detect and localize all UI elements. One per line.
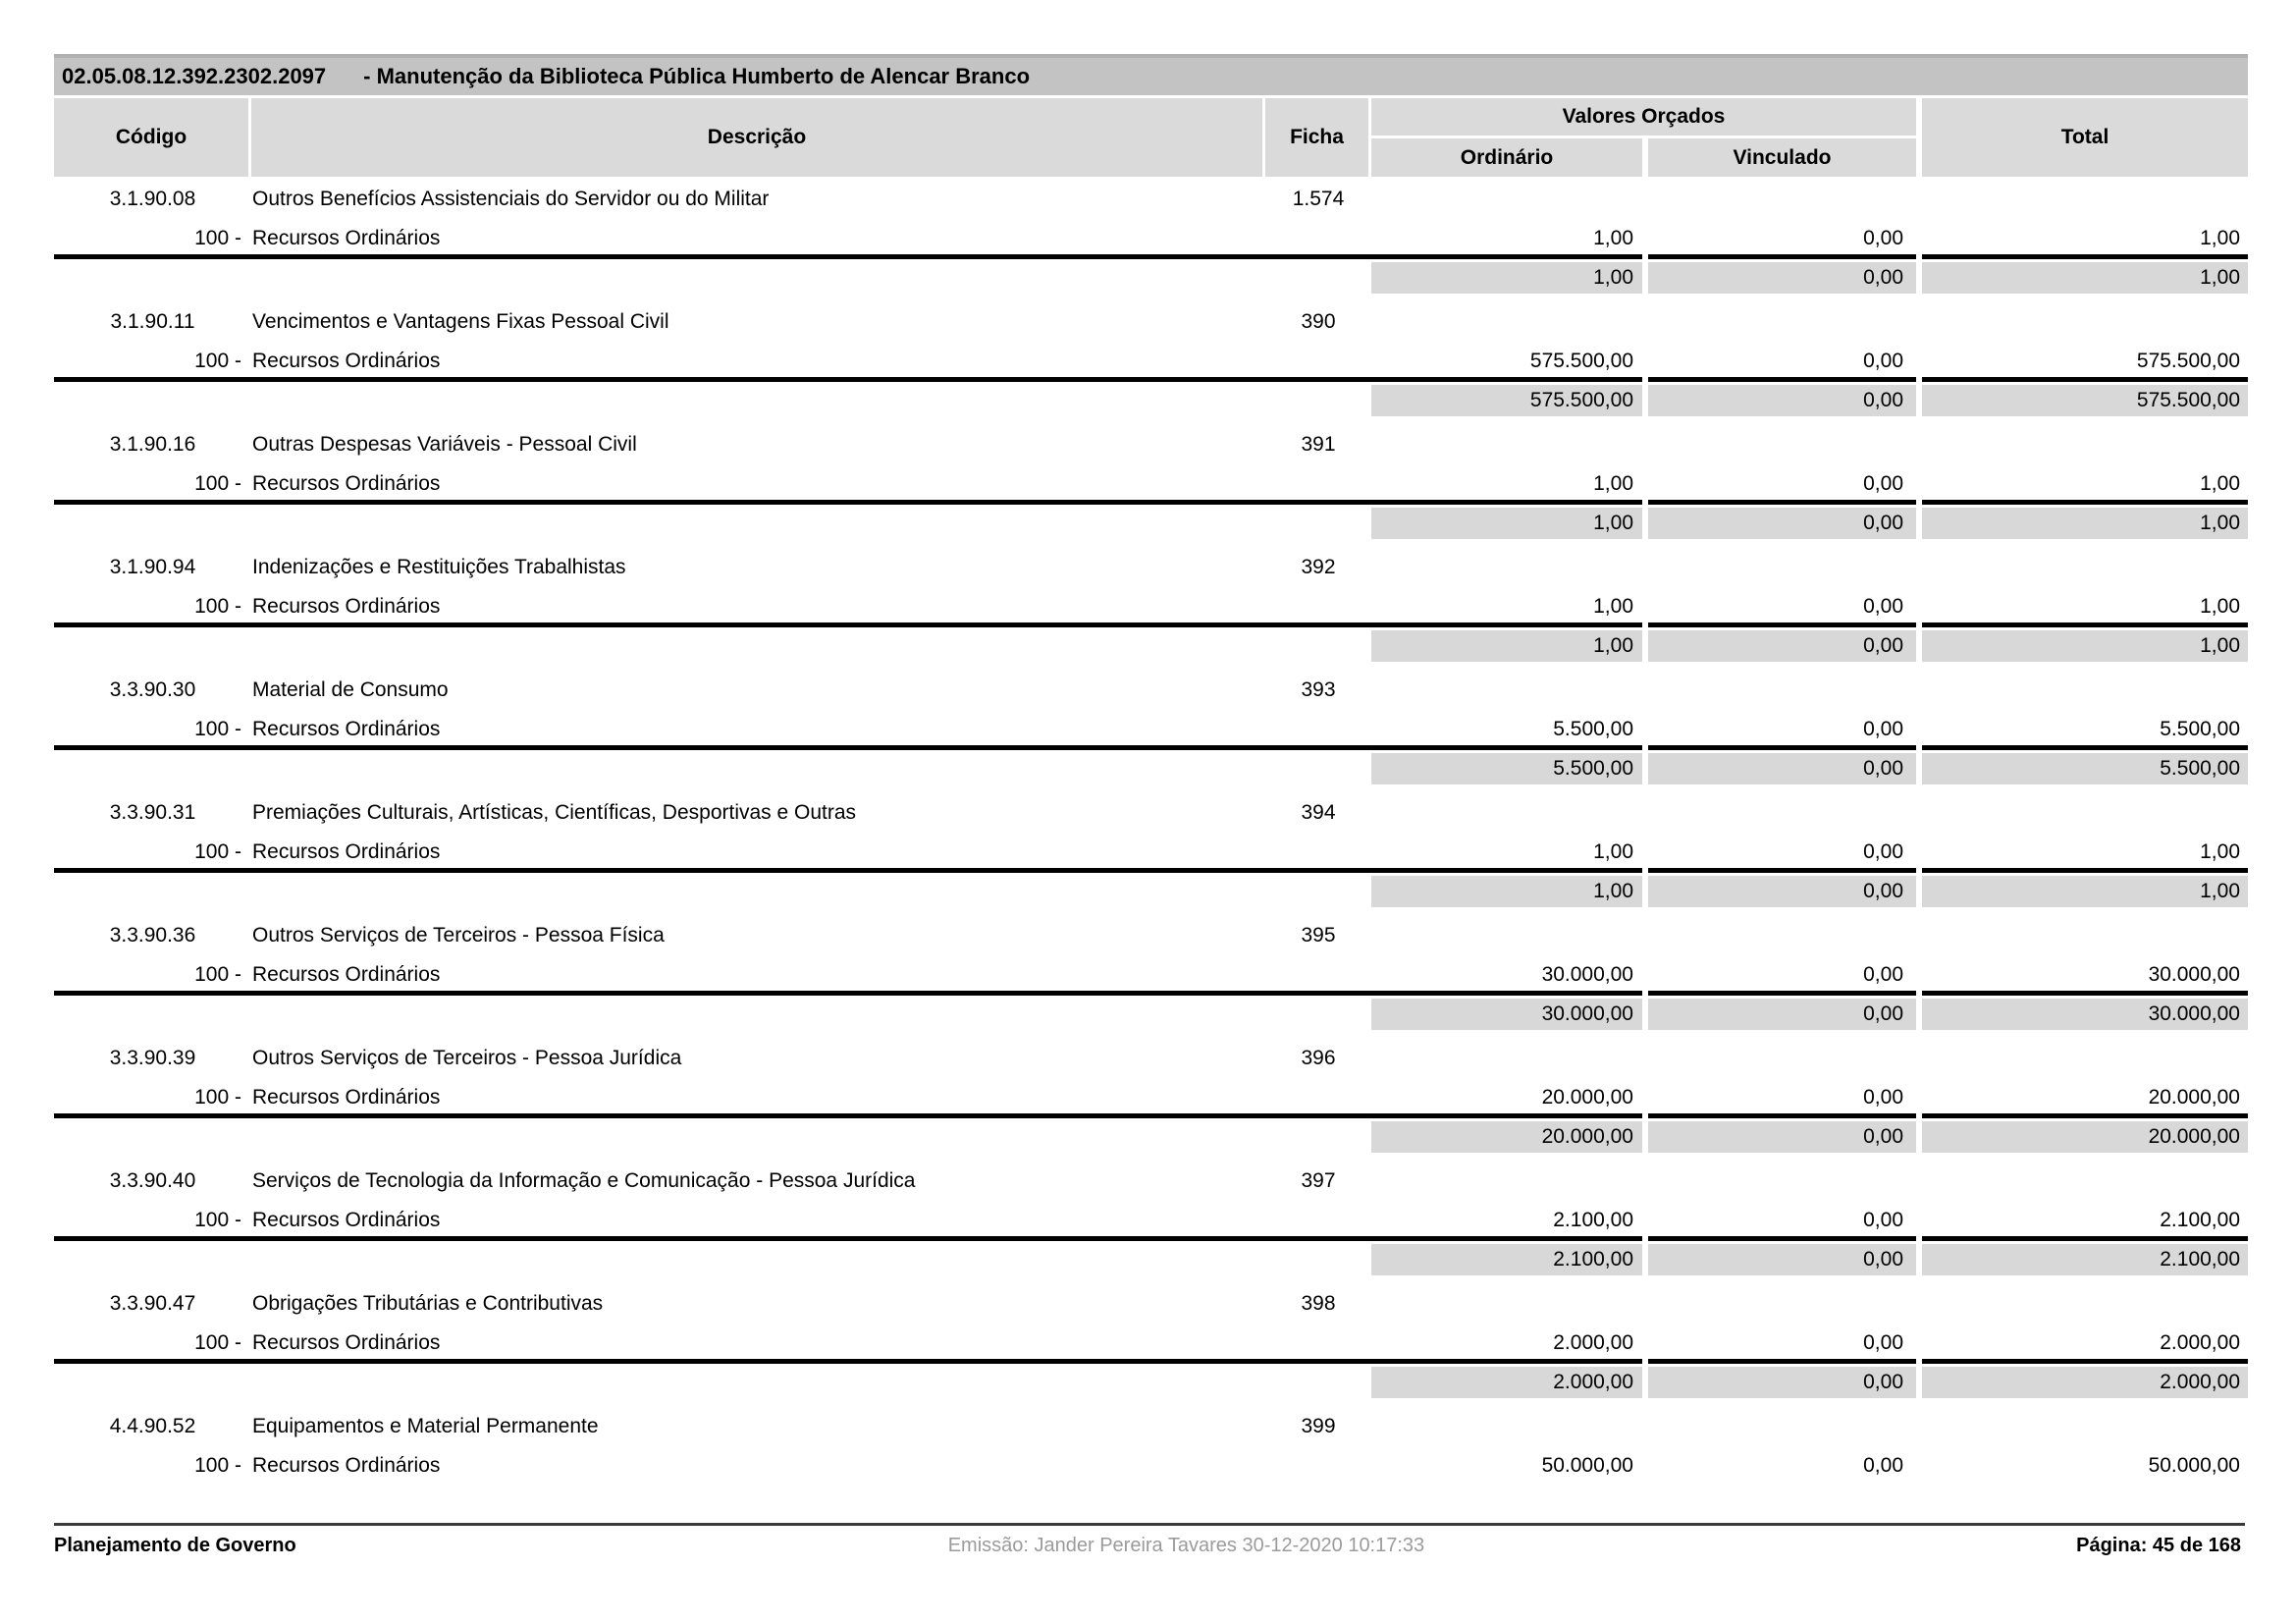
ordinario-value: 20.000,00 [1541,1086,1633,1109]
budget-group [54,1046,2248,1168]
ficha-number: 391 [1301,433,1336,456]
expense-description: Outras Despesas Variáveis - Pessoal Civil [252,433,637,456]
subtotal-total: 1,00 [1922,630,2248,662]
expense-code: 3.3.90.31 [109,801,196,824]
subtotal-spacer [54,262,1371,294]
rule-segment [54,1236,1642,1241]
resource-label: Recursos Ordinários [252,718,441,740]
resource-label: Recursos Ordinários [252,963,441,986]
rule-segment [1648,1113,1916,1118]
ordinario-value: 50.000,00 [1541,1454,1633,1477]
subtotal-total: 2.000,00 [1922,1367,2248,1398]
col-total-header: Total [1922,98,2248,177]
resource-code: 100 - [194,718,241,740]
subtotal-row [54,1244,2248,1275]
ordinario-value: 1,00 [1593,840,1633,863]
subtotal-spacer [54,1367,1371,1398]
expense-code: 3.3.90.40 [109,1169,196,1192]
rule-segment [1648,500,1916,505]
rule-segment [1922,745,2248,750]
rule-segment [54,868,1642,873]
vinculado-value: 0,00 [1863,472,1903,495]
rule-segment [54,1359,1642,1364]
subtotal-spacer [54,1121,1371,1153]
resource-label: Recursos Ordinários [252,350,441,372]
expense-code-row [54,923,2248,948]
expense-description: Outros Serviços de Terceiros - Pessoa Física [252,924,665,947]
expense-code-row [54,677,2248,703]
subtotal-vinculado: 0,00 [1648,1121,1916,1153]
rule-segment [1648,868,1916,873]
vinculado-value: 0,00 [1863,1454,1903,1477]
rule-segment [1922,622,2248,627]
subtotal-spacer [54,999,1371,1030]
subtotal-total: 1,00 [1922,262,2248,294]
ficha-spacer [1265,1330,1371,1356]
total-value: 50.000,00 [2148,1454,2240,1477]
resource-label: Recursos Ordinários [252,1209,441,1231]
expense-code-row [54,1046,2248,1071]
rule-segment [1648,1359,1916,1364]
ficha-spacer [1265,839,1371,865]
ficha-number: 393 [1301,678,1336,701]
rule-segment [54,622,1642,627]
vinculado-value: 0,00 [1863,718,1903,740]
expense-code-row [54,1291,2248,1317]
budget-group [54,187,2248,309]
subtotal-ordinario: 30.000,00 [1371,999,1642,1030]
subtotal-vinculado: 0,00 [1648,1367,1916,1398]
expense-description: Equipamentos e Material Permanente [252,1415,599,1437]
subtotal-ordinario: 2.100,00 [1371,1244,1642,1275]
expense-code-row [54,800,2248,826]
separator-rule [54,622,2248,627]
budget-group [54,555,2248,677]
ficha-number: 1.574 [1292,188,1345,210]
expense-description: Obrigações Tributárias e Contributivas [252,1292,604,1315]
rule-segment [54,745,1642,750]
resource-code: 100 - [194,1454,241,1477]
expense-description: Serviços de Tecnologia da Informação e Comunicação - Pessoa Jurídica [252,1169,916,1192]
ficha-spacer [1265,1208,1371,1233]
total-value: 30.000,00 [2148,963,2240,986]
ficha-number: 399 [1301,1415,1336,1437]
subtotal-vinculado: 0,00 [1648,753,1916,784]
subtotal-row [54,508,2248,539]
ordinario-value: 1,00 [1593,595,1633,618]
expense-code: 3.1.90.08 [109,188,196,210]
col-vinculado-header: Vinculado [1648,138,1916,177]
subtotal-spacer [54,630,1371,662]
resource-row [54,226,2248,251]
resource-row [54,962,2248,988]
rule-segment [1648,991,1916,996]
rule-segment [1922,868,2248,873]
vinculado-value: 0,00 [1863,595,1903,618]
budget-group [54,923,2248,1046]
budget-group [54,800,2248,923]
total-value: 1,00 [2200,227,2240,249]
resource-row [54,839,2248,865]
resource-code: 100 - [194,963,241,986]
subtotal-ordinario: 1,00 [1371,630,1642,662]
resource-code: 100 - [194,1209,241,1231]
rule-segment [1922,377,2248,382]
resource-code: 100 - [194,472,241,495]
ficha-number: 392 [1301,556,1336,578]
rule-segment [1922,1113,2248,1118]
subtotal-ordinario: 5.500,00 [1371,753,1642,784]
footer-page-number: Página: 45 de 168 [2076,1535,2241,1556]
subtotal-ordinario: 1,00 [1371,876,1642,907]
budget-groups [54,187,2248,1537]
footer-emission-info: Emissão: Jander Pereira Tavares 30-12-2020 10:17:33 [947,1535,1425,1556]
total-value: 1,00 [2200,840,2240,863]
rule-segment [54,1113,1642,1118]
ficha-spacer [1265,226,1371,251]
ficha-spacer [1265,471,1371,497]
subtotal-spacer [54,876,1371,907]
total-value: 5.500,00 [2160,718,2240,740]
expense-code-row [54,309,2248,335]
ficha-spacer [1265,1453,1371,1479]
rule-segment [1648,254,1916,259]
subtotal-ordinario: 575.500,00 [1371,385,1642,416]
rule-segment [1648,745,1916,750]
resource-code: 100 - [194,840,241,863]
resource-code: 100 - [194,595,241,618]
expense-code-row [54,187,2248,212]
total-value: 575.500,00 [2136,350,2240,372]
rule-segment [54,991,1642,996]
budget-group [54,1168,2248,1291]
expense-code: 4.4.90.52 [109,1415,196,1437]
separator-rule [54,1359,2248,1364]
budget-report [54,54,2248,1537]
expense-code-row [54,1414,2248,1439]
subtotal-total: 1,00 [1922,876,2248,907]
resource-row [54,349,2248,374]
expense-code: 3.1.90.16 [109,433,196,456]
vinculado-value: 0,00 [1863,1209,1903,1231]
subtotal-row [54,1367,2248,1398]
rule-segment [1922,500,2248,505]
ordinario-value: 575.500,00 [1529,350,1633,372]
subtotal-vinculado: 0,00 [1648,262,1916,294]
ordinario-value: 2.100,00 [1553,1209,1633,1231]
resource-label: Recursos Ordinários [252,227,441,249]
subtotal-vinculado: 0,00 [1648,876,1916,907]
subtotal-spacer [54,753,1371,784]
col-codigo-header: Código [54,98,248,177]
resource-row [54,471,2248,497]
resource-code: 100 - [194,1086,241,1109]
resource-label: Recursos Ordinários [252,472,441,495]
subtotal-row [54,262,2248,294]
expense-description: Material de Consumo [252,678,449,701]
valores-orcados-group [1371,98,1916,177]
vinculado-value: 0,00 [1863,963,1903,986]
budget-group [54,309,2248,432]
subtotal-spacer [54,1244,1371,1275]
ficha-number: 398 [1301,1292,1336,1315]
footer-system-label: Planejamento de Governo [54,1535,296,1556]
rule-segment [1922,254,2248,259]
separator-rule [54,868,2248,873]
resource-row [54,1208,2248,1233]
resource-row [54,594,2248,620]
ordinario-value: 5.500,00 [1553,718,1633,740]
expense-code: 3.3.90.39 [109,1047,196,1069]
subtotal-ordinario: 1,00 [1371,262,1642,294]
resource-label: Recursos Ordinários [252,1086,441,1109]
total-value: 1,00 [2200,472,2240,495]
separator-rule [54,745,2248,750]
subtotal-row [54,385,2248,416]
rule-segment [1648,377,1916,382]
resource-code: 100 - [194,227,241,249]
total-value: 2.100,00 [2160,1209,2240,1231]
expense-description: Vencimentos e Vantagens Fixas Pessoal Civil [252,310,669,333]
ficha-spacer [1265,962,1371,988]
vinculado-value: 0,00 [1863,840,1903,863]
vinculado-value: 0,00 [1863,1086,1903,1109]
subtotal-row [54,630,2248,662]
subtotal-total: 575.500,00 [1922,385,2248,416]
subtotal-row [54,999,2248,1030]
resource-code: 100 - [194,1331,241,1354]
ficha-number: 396 [1301,1047,1336,1069]
resource-label: Recursos Ordinários [252,595,441,618]
expense-code: 3.1.90.11 [110,310,195,333]
subtotal-total: 5.500,00 [1922,753,2248,784]
ficha-spacer [1265,594,1371,620]
resource-code: 100 - [194,350,241,372]
expense-code: 3.3.90.36 [109,924,196,947]
total-value: 1,00 [2200,595,2240,618]
budget-group [54,1414,2248,1537]
resource-label: Recursos Ordinários [252,1331,441,1354]
ficha-spacer [1265,349,1371,374]
ordinario-value: 2.000,00 [1553,1331,1633,1354]
resource-label: Recursos Ordinários [252,1454,441,1477]
ordinario-value: 1,00 [1593,227,1633,249]
subtotal-total: 2.100,00 [1922,1244,2248,1275]
resource-row [54,1453,2248,1479]
ficha-number: 394 [1301,801,1336,824]
rule-segment [1922,1236,2248,1241]
subtotal-vinculado: 0,00 [1648,508,1916,539]
expense-code-row [54,1168,2248,1194]
valores-orcados-header: Valores Orçados [1371,98,1916,135]
ficha-spacer [1265,1085,1371,1110]
rule-segment [54,500,1642,505]
subtotal-total: 20.000,00 [1922,1121,2248,1153]
resource-label: Recursos Ordinários [252,840,441,863]
subtotal-row [54,1121,2248,1153]
expense-description: Outros Serviços de Terceiros - Pessoa Jurídica [252,1047,682,1069]
budget-group [54,1291,2248,1414]
subtotal-total: 1,00 [1922,508,2248,539]
subtotal-ordinario: 1,00 [1371,508,1642,539]
rule-segment [54,254,1642,259]
expense-code: 3.3.90.30 [109,678,196,701]
separator-rule [54,254,2248,259]
total-value: 2.000,00 [2160,1331,2240,1354]
budget-group [54,432,2248,555]
expense-code-row [54,555,2248,580]
resource-row [54,717,2248,742]
separator-rule [54,500,2248,505]
expense-code: 3.3.90.47 [109,1292,196,1315]
separator-rule [54,377,2248,382]
ficha-number: 397 [1301,1169,1336,1192]
rule-segment [1648,1236,1916,1241]
rule-segment [1648,622,1916,627]
separator-rule [54,991,2248,996]
expense-code-row [54,432,2248,458]
separator-rule [54,1236,2248,1241]
ficha-spacer [1265,717,1371,742]
ordinario-value: 30.000,00 [1541,963,1633,986]
vinculado-value: 0,00 [1863,227,1903,249]
subtotal-vinculado: 0,00 [1648,1244,1916,1275]
subtotal-spacer [54,508,1371,539]
vinculado-value: 0,00 [1863,1331,1903,1354]
subtotal-ordinario: 20.000,00 [1371,1121,1642,1153]
program-code: 02.05.08.12.392.2302.2097 [62,64,327,88]
expense-description: Indenizações e Restituições Trabalhistas [252,556,626,578]
subtotal-vinculado: 0,00 [1648,630,1916,662]
footer-rule [54,1523,2245,1526]
subtotal-total: 30.000,00 [1922,999,2248,1030]
subtotal-vinculado: 0,00 [1648,385,1916,416]
expense-code: 3.1.90.94 [109,556,196,578]
rule-segment [54,377,1642,382]
rule-segment [1922,1359,2248,1364]
ordinario-value: 1,00 [1593,472,1633,495]
ficha-number: 390 [1301,310,1336,333]
separator-rule [54,1113,2248,1118]
expense-description: Outros Benefícios Assistenciais do Servidor ou do Militar [252,188,770,210]
subtotal-ordinario: 2.000,00 [1371,1367,1642,1398]
subtotal-spacer [54,385,1371,416]
subtotal-vinculado: 0,00 [1648,999,1916,1030]
footer [54,1535,2241,1557]
budget-group [54,677,2248,800]
col-ficha-header: Ficha [1265,98,1368,177]
subtotal-row [54,876,2248,907]
resource-row [54,1330,2248,1356]
subtotal-row [54,753,2248,784]
rule-segment [1922,991,2248,996]
program-title: - Manutenção da Biblioteca Pública Humberto de Alencar Branco [363,64,1031,88]
title-bar [54,54,2248,95]
col-ordinario-header: Ordinário [1371,138,1642,177]
col-descricao-header: Descrição [251,98,1262,177]
total-value: 20.000,00 [2148,1086,2240,1109]
expense-description: Premiações Culturais, Artísticas, Científicas, Desportivas e Outras [252,801,857,824]
ficha-number: 395 [1301,924,1336,947]
vinculado-value: 0,00 [1863,350,1903,372]
resource-row [54,1085,2248,1110]
table-header [54,98,2248,177]
